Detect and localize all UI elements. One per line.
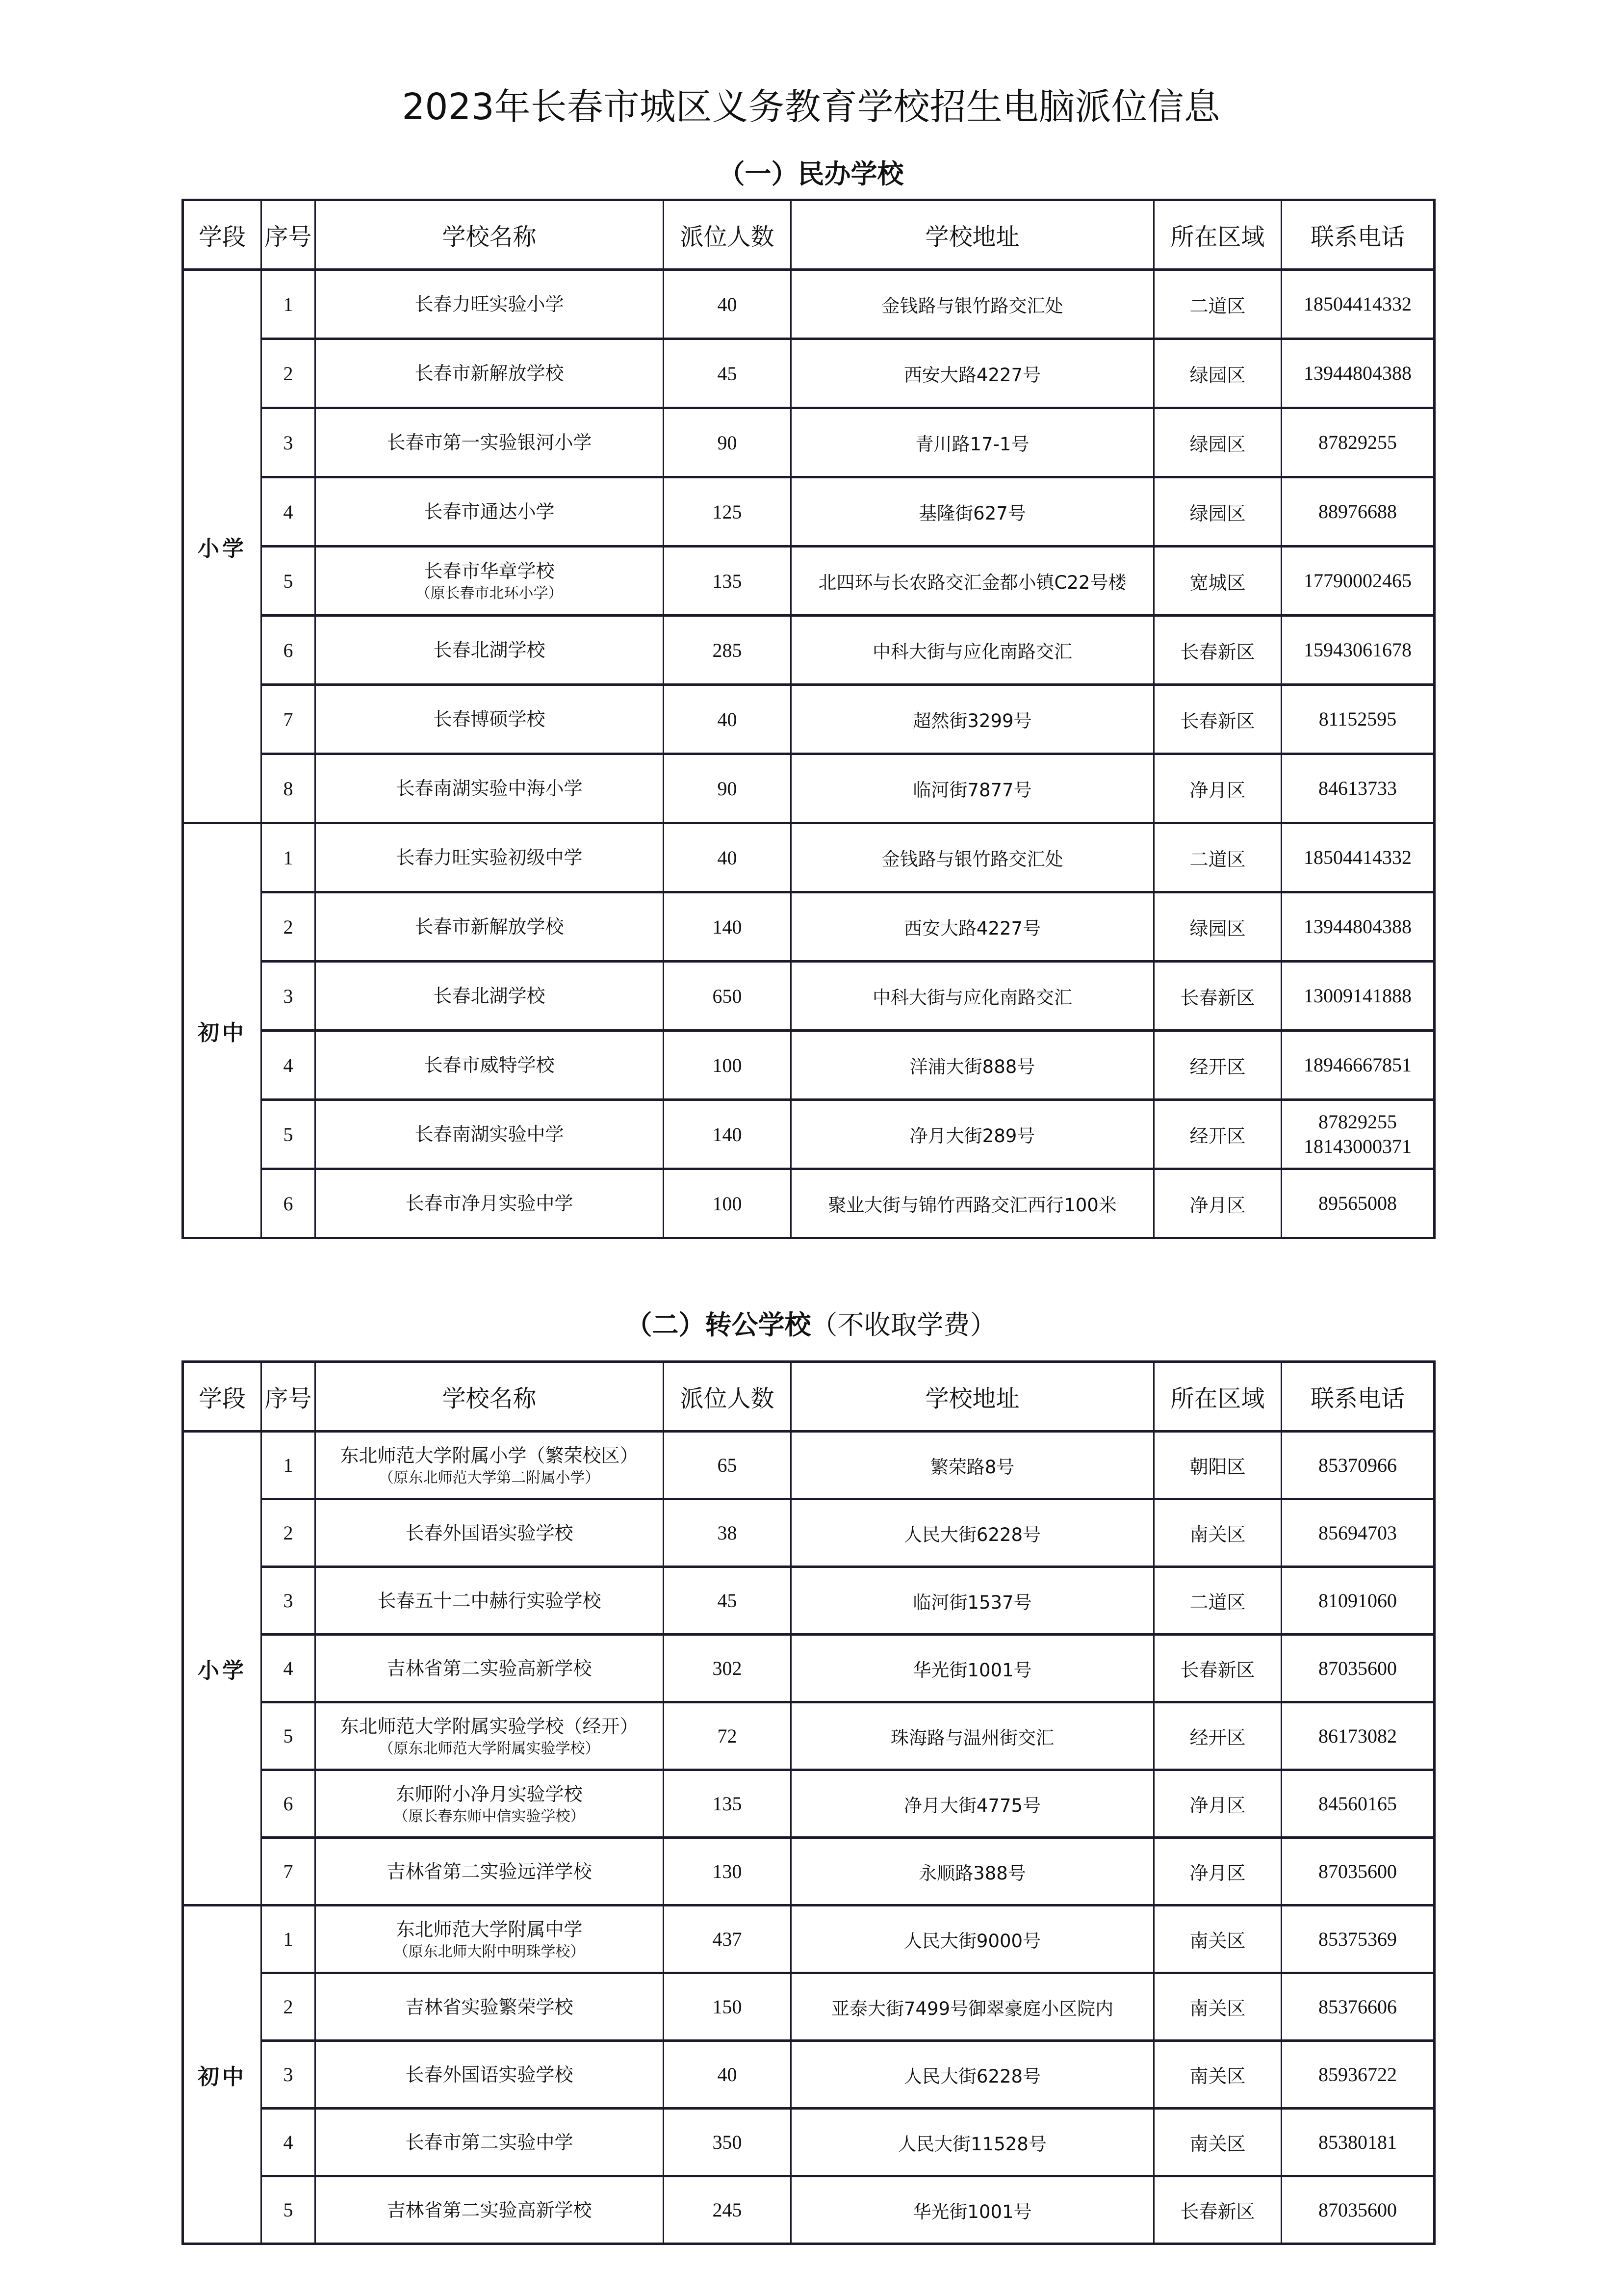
school-former-name: （原东北师范大学第二附属小学） — [379, 1469, 600, 1487]
school-address-cell: 青川路17-1号 — [791, 408, 1154, 477]
phone-number: 18143000371 — [1304, 1135, 1412, 1157]
school-name-cell — [315, 1838, 664, 1905]
allocation-count-cell: 90 — [664, 754, 791, 823]
allocation-count-cell: 125 — [664, 477, 791, 547]
allocation-count-cell: 135 — [664, 547, 791, 616]
index-cell: 5 — [261, 547, 315, 616]
school-former-name: （原东北师大附中明珠学校） — [393, 1943, 585, 1960]
index-cell: 3 — [261, 962, 315, 1031]
table-row — [183, 1499, 1435, 1567]
district-cell: 长春新区 — [1154, 685, 1282, 754]
school-address-cell: 基隆街627号 — [791, 477, 1154, 547]
header-allocation-count: 派位人数 — [664, 200, 791, 270]
school-address-cell: 西安大路4227号 — [791, 339, 1154, 408]
phone-cell — [1282, 270, 1435, 339]
phone-number: 87829255 — [1318, 431, 1397, 453]
index-cell: 3 — [261, 2041, 315, 2109]
phone-number: 15943061678 — [1304, 639, 1412, 661]
phone-cell — [1282, 1567, 1435, 1635]
school-address-cell: 洋浦大街888号 — [791, 1031, 1154, 1100]
document-title: 2023年长春市城区义务教育学校招生电脑派位信息 — [402, 86, 1220, 128]
school-name-cell — [315, 685, 664, 754]
school-address-cell: 临河街1537号 — [791, 1567, 1154, 1635]
phone-cell — [1282, 1432, 1435, 1499]
allocation-count-cell: 100 — [664, 1169, 791, 1238]
school-address-cell: 繁荣路8号 — [791, 1432, 1154, 1499]
allocation-count-cell: 45 — [664, 339, 791, 408]
index-cell: 7 — [261, 1838, 315, 1905]
index-cell: 8 — [261, 754, 315, 823]
district-cell: 朝阳区 — [1154, 1432, 1282, 1499]
school-name-cell — [315, 1499, 664, 1567]
school-name: 吉林省第二实验高新学校 — [386, 2199, 592, 2221]
phone-number: 87035600 — [1318, 2198, 1397, 2221]
phone-number: 87829255 — [1318, 1111, 1397, 1133]
table-row — [183, 962, 1435, 1031]
school-name-cell — [315, 823, 664, 892]
header-stage: 学段 — [183, 1362, 261, 1432]
school-address-cell: 永顺路388号 — [791, 1838, 1154, 1905]
school-name-cell — [315, 2109, 664, 2176]
school-name: 长春市净月实验中学 — [405, 1193, 573, 1214]
district-cell: 绿园区 — [1154, 477, 1282, 547]
index-cell: 3 — [261, 1567, 315, 1635]
converted-public-schools-table — [181, 1360, 1436, 2245]
phone-number: 85370966 — [1318, 1454, 1397, 1476]
school-address-cell: 珠海路与温州街交汇 — [791, 1702, 1154, 1770]
phone-cell — [1282, 2041, 1435, 2109]
school-former-name: （原长春东师中信实验学校） — [393, 1807, 585, 1825]
school-name-cell — [315, 408, 664, 477]
school-name: 长春市新解放学校 — [414, 916, 564, 938]
school-name-cell — [315, 892, 664, 962]
phone-cell — [1282, 1838, 1435, 1905]
header-phone: 联系电话 — [1282, 1362, 1435, 1432]
phone-cell — [1282, 892, 1435, 962]
school-former-name: （原东北师范大学附属实验学校） — [379, 1740, 600, 1757]
phone-number: 86173082 — [1318, 1724, 1397, 1747]
allocation-count-cell: 40 — [664, 270, 791, 339]
school-name-cell — [315, 1031, 664, 1100]
index-cell: 2 — [261, 892, 315, 962]
allocation-count-cell: 45 — [664, 1567, 791, 1635]
phone-cell — [1282, 408, 1435, 477]
district-cell: 经开区 — [1154, 1031, 1282, 1100]
school-name: 东师附小净月实验学校 — [396, 1783, 583, 1805]
table-row — [183, 1635, 1435, 1702]
allocation-count-cell: 40 — [664, 823, 791, 892]
school-address-cell: 华光街1001号 — [791, 1635, 1154, 1702]
school-address-cell: 中科大街与应化南路交汇 — [791, 616, 1154, 685]
phone-cell — [1282, 823, 1435, 892]
school-name-cell — [315, 616, 664, 685]
index-cell: 6 — [261, 1770, 315, 1838]
district-cell: 绿园区 — [1154, 408, 1282, 477]
index-cell: 5 — [261, 1100, 315, 1169]
table-row — [183, 892, 1435, 962]
index-cell: 1 — [261, 823, 315, 892]
phone-number: 85694703 — [1318, 1521, 1397, 1544]
district-cell: 净月区 — [1154, 754, 1282, 823]
table-row — [183, 1770, 1435, 1838]
header-district: 所在区域 — [1154, 1362, 1282, 1432]
district-cell: 净月区 — [1154, 1169, 1282, 1238]
school-address-cell: 金钱路与银竹路交汇处 — [791, 823, 1154, 892]
index-cell: 3 — [261, 408, 315, 477]
school-name: 长春市威特学校 — [424, 1054, 555, 1076]
school-address-cell: 人民大街11528号 — [791, 2109, 1154, 2176]
header-school-address: 学校地址 — [791, 1362, 1154, 1432]
section-title-text: （一）民办学校 — [718, 158, 904, 189]
section-title-text: （二）转公学校 — [625, 1309, 811, 1340]
district-cell: 南关区 — [1154, 2109, 1282, 2176]
table-header-row — [183, 1362, 1435, 1432]
school-address-cell: 临河街7877号 — [791, 754, 1154, 823]
phone-number: 17790002465 — [1304, 570, 1412, 592]
school-name: 吉林省实验繁荣学校 — [405, 1996, 573, 2018]
phone-cell — [1282, 1169, 1435, 1238]
private-schools-table — [181, 199, 1436, 1239]
allocation-count-cell: 140 — [664, 1100, 791, 1169]
table-row — [183, 1031, 1435, 1100]
allocation-count-cell: 285 — [664, 616, 791, 685]
school-former-name: （原长春市北环小学） — [415, 585, 563, 602]
district-cell: 南关区 — [1154, 2041, 1282, 2109]
school-name-cell — [315, 477, 664, 547]
school-name: 东北师范大学附属小学（繁荣校区） — [340, 1444, 639, 1466]
table-row — [183, 2041, 1435, 2109]
school-name: 吉林省第二实验高新学校 — [386, 1657, 592, 1679]
header-index: 序号 — [261, 1362, 315, 1432]
index-cell: 1 — [261, 1432, 315, 1499]
district-cell: 绿园区 — [1154, 892, 1282, 962]
table-row — [183, 1702, 1435, 1770]
phone-number: 85375369 — [1318, 1928, 1397, 1950]
allocation-count-cell: 302 — [664, 1635, 791, 1702]
table-row — [183, 1567, 1435, 1635]
school-name: 长春南湖实验中学 — [414, 1123, 564, 1145]
index-cell: 2 — [261, 1973, 315, 2041]
school-name-cell — [315, 2176, 664, 2244]
table-row — [183, 685, 1435, 754]
district-cell: 净月区 — [1154, 1770, 1282, 1838]
header-school-name: 学校名称 — [315, 200, 664, 270]
phone-number: 88976688 — [1318, 500, 1397, 522]
district-cell: 长春新区 — [1154, 616, 1282, 685]
allocation-count-cell: 437 — [664, 1905, 791, 1973]
school-address-cell: 净月大街289号 — [791, 1100, 1154, 1169]
section-title-private — [0, 154, 1622, 193]
allocation-count-cell: 100 — [664, 1031, 791, 1100]
school-name: 东北师范大学附属中学 — [396, 1918, 583, 1940]
table-row — [183, 1838, 1435, 1905]
table-row — [183, 2109, 1435, 2176]
phone-number: 81152595 — [1318, 708, 1397, 730]
phone-cell — [1282, 1973, 1435, 2041]
phone-cell — [1282, 1905, 1435, 1973]
section-title-note: （不收取学费） — [811, 1309, 997, 1340]
school-name: 长春市华章学校 — [424, 560, 555, 582]
school-name-cell — [315, 962, 664, 1031]
phone-cell — [1282, 962, 1435, 1031]
phone-cell — [1282, 685, 1435, 754]
district-cell: 南关区 — [1154, 1499, 1282, 1567]
header-allocation-count: 派位人数 — [664, 1362, 791, 1432]
index-cell: 1 — [261, 1905, 315, 1973]
school-name-cell — [315, 1702, 664, 1770]
phone-cell — [1282, 1499, 1435, 1567]
phone-cell — [1282, 1770, 1435, 1838]
header-stage: 学段 — [183, 200, 261, 270]
header-index: 序号 — [261, 200, 315, 270]
school-name-cell — [315, 754, 664, 823]
phone-cell — [1282, 1100, 1435, 1169]
table-header-row — [183, 200, 1435, 270]
school-address-cell: 中科大街与应化南路交汇 — [791, 962, 1154, 1031]
school-name: 长春市通达小学 — [424, 501, 555, 522]
stage-cell: 小学 — [183, 270, 261, 823]
header-district: 所在区域 — [1154, 200, 1282, 270]
phone-cell — [1282, 2109, 1435, 2176]
district-cell: 净月区 — [1154, 1838, 1282, 1905]
phone-number: 87035600 — [1318, 1657, 1397, 1679]
district-cell: 南关区 — [1154, 1973, 1282, 2041]
allocation-count-cell: 350 — [664, 2109, 791, 2176]
phone-number: 87035600 — [1318, 1860, 1397, 1882]
phone-number: 84613733 — [1318, 777, 1397, 799]
header-phone: 联系电话 — [1282, 200, 1435, 270]
phone-number: 85376606 — [1318, 1995, 1397, 2018]
table-row — [183, 1169, 1435, 1238]
table-row — [183, 1100, 1435, 1169]
school-address-cell: 金钱路与银竹路交汇处 — [791, 270, 1154, 339]
index-cell: 4 — [261, 1635, 315, 1702]
phone-cell — [1282, 1635, 1435, 1702]
school-name-cell — [315, 1973, 664, 2041]
school-name: 东北师范大学附属实验学校（经开） — [340, 1715, 639, 1737]
district-cell: 南关区 — [1154, 1905, 1282, 1973]
school-address-cell: 人民大街6228号 — [791, 1499, 1154, 1567]
table-row — [183, 2176, 1435, 2244]
phone-number: 13944804388 — [1304, 915, 1412, 938]
index-cell: 2 — [261, 1499, 315, 1567]
table-row — [183, 408, 1435, 477]
district-cell: 经开区 — [1154, 1702, 1282, 1770]
allocation-count-cell: 135 — [664, 1770, 791, 1838]
school-address-cell: 超然街3299号 — [791, 685, 1154, 754]
table-row — [183, 1905, 1435, 1973]
phone-cell — [1282, 477, 1435, 547]
table-row — [183, 1973, 1435, 2041]
phone-cell — [1282, 339, 1435, 408]
table-row — [183, 823, 1435, 892]
phone-number: 18504414332 — [1304, 846, 1412, 868]
index-cell: 4 — [261, 2109, 315, 2176]
school-name: 长春市新解放学校 — [414, 363, 564, 384]
school-name: 长春力旺实验小学 — [414, 293, 564, 315]
school-name-cell — [315, 1635, 664, 1702]
school-name-cell — [315, 270, 664, 339]
stage-cell: 小学 — [183, 1432, 261, 1905]
header-school-name: 学校名称 — [315, 1362, 664, 1432]
district-cell: 绿园区 — [1154, 339, 1282, 408]
table-row — [183, 477, 1435, 547]
allocation-count-cell: 40 — [664, 685, 791, 754]
table-row — [183, 1432, 1435, 1499]
school-name: 长春北湖学校 — [433, 985, 545, 1007]
school-name: 长春博硕学校 — [433, 708, 545, 730]
phone-cell — [1282, 2176, 1435, 2244]
allocation-count-cell: 140 — [664, 892, 791, 962]
phone-cell — [1282, 1702, 1435, 1770]
school-address-cell: 净月大街4775号 — [791, 1770, 1154, 1838]
school-name-cell — [315, 1100, 664, 1169]
school-name: 长春南湖实验中海小学 — [396, 778, 583, 799]
school-name: 吉林省第二实验远洋学校 — [386, 1860, 592, 1882]
index-cell: 4 — [261, 1031, 315, 1100]
school-address-cell: 人民大街9000号 — [791, 1905, 1154, 1973]
phone-number: 18504414332 — [1304, 293, 1412, 315]
phone-number: 89565008 — [1318, 1192, 1397, 1214]
phone-number: 13944804388 — [1304, 362, 1412, 384]
phone-number: 13009141888 — [1304, 985, 1412, 1007]
phone-number: 84560165 — [1318, 1792, 1397, 1815]
stage-cell: 初中 — [183, 1905, 261, 2244]
allocation-count-cell: 130 — [664, 1838, 791, 1905]
stage-cell: 初中 — [183, 823, 261, 1238]
index-cell: 4 — [261, 477, 315, 547]
index-cell: 6 — [261, 616, 315, 685]
school-address-cell: 华光街1001号 — [791, 2176, 1154, 2244]
school-address-cell: 西安大路4227号 — [791, 892, 1154, 962]
district-cell: 经开区 — [1154, 1100, 1282, 1169]
school-name-cell — [315, 1567, 664, 1635]
allocation-count-cell: 38 — [664, 1499, 791, 1567]
phone-cell — [1282, 547, 1435, 616]
district-cell: 长春新区 — [1154, 962, 1282, 1031]
allocation-count-cell: 40 — [664, 2041, 791, 2109]
allocation-count-cell: 72 — [664, 1702, 791, 1770]
school-address-cell: 聚业大街与锦竹西路交汇西行100米 — [791, 1169, 1154, 1238]
table-row — [183, 616, 1435, 685]
school-address-cell: 北四环与长农路交汇金都小镇C22号楼 — [791, 547, 1154, 616]
index-cell: 6 — [261, 1169, 315, 1238]
district-cell: 长春新区 — [1154, 2176, 1282, 2244]
phone-number: 18946667851 — [1304, 1054, 1412, 1076]
phone-cell — [1282, 754, 1435, 823]
allocation-count-cell: 90 — [664, 408, 791, 477]
school-name-cell — [315, 1432, 664, 1499]
district-cell: 二道区 — [1154, 1567, 1282, 1635]
school-name-cell — [315, 547, 664, 616]
school-name-cell — [315, 1169, 664, 1238]
school-name: 长春力旺实验初级中学 — [396, 847, 583, 868]
section-title-converted — [0, 1305, 1622, 1345]
index-cell: 5 — [261, 1702, 315, 1770]
index-cell: 2 — [261, 339, 315, 408]
allocation-count-cell: 150 — [664, 1973, 791, 2041]
district-cell: 宽城区 — [1154, 547, 1282, 616]
school-name: 长春市第二实验中学 — [405, 2131, 573, 2153]
school-address-cell: 人民大街6228号 — [791, 2041, 1154, 2109]
index-cell: 7 — [261, 685, 315, 754]
table-row — [183, 547, 1435, 616]
school-name-cell — [315, 339, 664, 408]
phone-cell — [1282, 616, 1435, 685]
school-name: 长春市第一实验银河小学 — [386, 432, 592, 453]
school-name: 长春外国语实验学校 — [405, 2063, 573, 2086]
header-school-address: 学校地址 — [791, 200, 1154, 270]
district-cell: 二道区 — [1154, 270, 1282, 339]
school-address-cell: 亚泰大街7499号御翠豪庭小区院内 — [791, 1973, 1154, 2041]
school-name: 长春外国语实验学校 — [405, 1522, 573, 1544]
index-cell: 1 — [261, 270, 315, 339]
school-name-cell — [315, 1905, 664, 1973]
school-name: 长春北湖学校 — [433, 639, 545, 661]
phone-number: 85936722 — [1318, 2063, 1397, 2086]
index-cell: 5 — [261, 2176, 315, 2244]
allocation-count-cell: 650 — [664, 962, 791, 1031]
phone-cell — [1282, 1031, 1435, 1100]
allocation-count-cell: 65 — [664, 1432, 791, 1499]
school-name-cell — [315, 2041, 664, 2109]
district-cell: 长春新区 — [1154, 1635, 1282, 1702]
table-row — [183, 339, 1435, 408]
phone-number: 85380181 — [1318, 2131, 1397, 2153]
table-row — [183, 270, 1435, 339]
phone-number: 81091060 — [1318, 1589, 1397, 1612]
allocation-count-cell: 245 — [664, 2176, 791, 2244]
table-row — [183, 754, 1435, 823]
school-name: 长春五十二中赫行实验学校 — [377, 1590, 601, 1612]
district-cell: 二道区 — [1154, 823, 1282, 892]
school-name-cell — [315, 1770, 664, 1838]
